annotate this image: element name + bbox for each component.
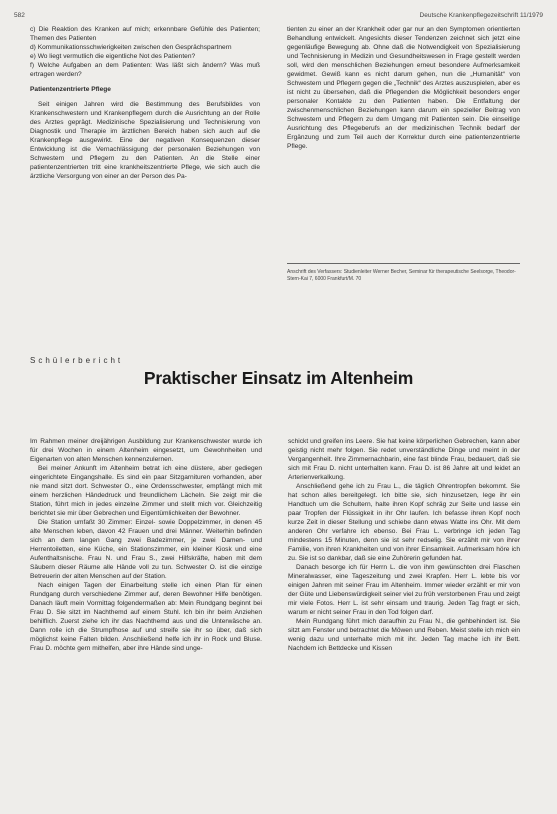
footnote-rule [287, 263, 520, 264]
bottom-left-column [30, 437, 262, 653]
bottom-right-column [288, 437, 520, 653]
paragraph: Seit einigen Jahren wird die Bestimmung des Berufsbildes von Krankenschwestern und Krankenpflegern durch die Ausrichtung an der Rolle des Arztes geprägt. Medizinische Spezialisierung und Technisierung von Diagnostik und Therapie im ärztlichen Bereich haben sich auch auf die Krankenpflege ausgewirkt. Eine der negativen Konsequenzen dieser Entwicklung ist die Vernachlässigung der personalen Beziehungen von Schwestern und Pflegern zu den Patienten. An die Stelle einer patientenzentrierten tritt eine krankheitszentrierte Pflege, wie sich auch die ärztliche Versorgung von einer an der Person des Pa- [30, 101, 260, 180]
subheading: Patientenzentrierte Pflege [30, 86, 111, 93]
top-left-column [30, 25, 260, 181]
section-label: Schülerbericht [30, 356, 124, 365]
article-title: Praktischer Einsatz im Altenheim [143, 368, 414, 388]
paragraph: Bei meiner Ankunft im Altenheim betrat ich eine düstere, aber gediegen eingerichtete Eingangshalle. Es sind ein paar Sitzgarnituren vorhanden, aber nie mand sitzt dort. Schwester O., eine Ordensschwester, empfängt mich mit einem herzlichen Händedruck und freundlichem Lächeln. Sie zeigt mir die Station, führt mich in jedes einzelne Zimmer und stellt mich vor. Gleichzeitig berichtet sie mir über Gebrechen und Eigentümlichkeiten der Bewohner. [30, 465, 262, 517]
list-item: d) Kommunikationsschwierigkeiten zwischen den Gesprächspartnern [30, 44, 232, 51]
author-footnote [287, 269, 520, 283]
paragraph: schickt und greifen ins Leere. Sie hat keine körperlichen Gebrechen, kann aber geistig nicht mehr folgen. Sie redet unverständliche Dinge und meint in der Vergangenheit. Ihre Zimmernachbarin, eine fast blinde Frau, bedauert, daß sie sich mit Frau D. nicht unterhalten kann. Frau D. ist 86 Jahre alt und leidet an Arterienverkalkung. [288, 438, 520, 481]
list-item: f) Welche Aufgaben an dem Patienten: Was läßt sich ändern? Was muß ertragen werden? [30, 62, 260, 78]
top-right-column [287, 25, 520, 151]
list-item: e) Wo liegt vermutlich die eigentliche Not des Patienten? [30, 53, 196, 60]
paragraph: Nach einigen Tagen der Einarbeitung stelle ich einen Plan für einen Rundgang durch verschiedene Zimmer auf, deren Bewohner Hilfe benötigen. Danach läuft mein Vormittag folgendermaßen ab: Mein Rundgang beginnt bei Frau D. Sie sitzt im Nachthemd auf einem Stuhl. Ich bin ihr beim Anziehen behilflich. Zuerst ziehe ich ihr das Nachthemd aus und die Unterwäsche an. Dann rolle ich die Strumpfhose auf und streife sie ihr so über, daß sich möglichst keine Falten bilden. Anschließend helfe ich ihr in Rock und Bluse. Frau D. möchte gern mithelfen, aber ihre Hände sind unge- [30, 582, 262, 652]
footnote-text: Anschrift des Verfassers: Studienleiter Werner Becher, Seminar für therapeutische Seelsorge, Theodor-Stern-Kai 7, 6000 Frankfurt/M. 70 [287, 269, 516, 282]
page-number: 582 [14, 12, 25, 19]
paragraph: tienten zu einer an der Krankheit oder gar nur an den Symptomen orientierten Behandlung entwickelt. Angesichts dieser Tendenzen zeichnet sich jetzt eine gegenläufige Bewegung ab. Ohne daß die Notwendigkeit von Spezialisierung und Technisierung in Medizin und Gesundheitswesen in Frage gestellt werden soll, wird den menschlichen Beziehungen erneut besondere Aufmerksamkeit gewidmet. Gewiß kann es nicht darum gehen, nun die „Humanität“ von Schwestern und Pflegern gegen die „Technik“ des Arztes auszuspielen, aber es ist nicht zu übersehen, daß die Pflegenden die Möglichkeit besonders enger personaler Kontakte zu den Patienten haben. Die Entfaltung der zwischenmenschlichen Beziehungen kann darum ein spezieller Beitrag von Schwestern und Pflegern zu dem Umgang mit Patienten sein. Die einseitige Ausrichtung des Pflegeberufs an der medizinischen Technik bedarf der Ergänzung und zum Teil auch der Korrektur durch eine patientenzentrierte Pflege. [287, 26, 520, 150]
paragraph: Danach besorge ich für Herrn L. die von ihm gewünschten drei Flaschen Mineralwasser, eine Tageszeitung und zwei Krapfen. Herr L. lebte bis vor einigen Jahren mit seiner Frau im Altenheim. Immer wieder erzählt er mir von der Güte und Liebenswürdigkeit seiner viel zu früh verstorbenen Frau und zeigt mir viele Fotos. Herr L. ist sehr einsam und traurig. Jeden Tag fragt er sich, warum er nicht seiner Frau in den Tod folgen darf. [288, 564, 520, 616]
paragraph: Die Station umfaßt 30 Zimmer: Einzel- sowie Doppelzimmer, in denen 45 alte Menschen leben, davon 42 Frauen und drei Männer. Weiterhin befinden sich an dem langen Gang zwei Badezimmer, je zwei Damen- und Herrentoiletten, eine Küche, ein Stationszimmer, ein kleiner Kiosk und eine Aufenthaltsnische. Frau N. und Frau S., zwei Hilfskräfte, haben mit dem Säubern dieser Räume alle Hände voll zu tun. Schwester O. ist die einzige Betreuerin der alten Menschen auf der Station. [30, 519, 262, 580]
list-item: c) Die Reaktion des Kranken auf mich; erkennbare Gefühle des Patienten; Themen des Patienten [30, 26, 260, 42]
journal-title: Deutsche Krankenpflegezeitschrift 11/1979 [419, 12, 543, 19]
paragraph: Anschließend gehe ich zu Frau L., die täglich Ohrentropfen bekommt. Sie hat schon alles bereitgelegt. Ich bitte sie, sich hinzusetzen, lege ihr ein Handtuch um die Schultern, halte ihren Kopf schräg zur Seite und lasse ein paar Tropfen der Flüssigkeit in ihr Ohr laufen. Ich befasse ihren Kopf noch kurze Zeit in dieser Stellung und schiebe dann etwas Watte ins Ohr. Mit dem anderen Ohr verfahre ich ebenso. Bei Frau L. verbringe ich jeden Tag mindestens 15 Minuten, denn sie ist sehr redselig. Sie erzählt mir von ihrer Familie, von ihren Krankheiten und von ihrer Einsamkeit. Aufmerksam höre ich zu. Sie ist so dankbar, daß sie eine Zuhörerin gefunden hat. [288, 483, 520, 562]
paragraph: Im Rahmen meiner dreijährigen Ausbildung zur Krankenschwester wurde ich für drei Wochen in einem Altenheim eingesetzt, um Gewohnheiten und Eigenarten von alten Menschen kennenzulernen. [30, 438, 262, 463]
paragraph: Mein Rundgang führt mich daraufhin zu Frau N., die gehbehindert ist. Sie sitzt am Fenster und betrachtet die Möwen und Reben. Meist stelle ich mich ein wenig dazu und unterhalte mich mit ihr. Jeden Tag mache ich ihr Bett. Nachdem ich Bettdecke und Kissen [288, 618, 520, 652]
